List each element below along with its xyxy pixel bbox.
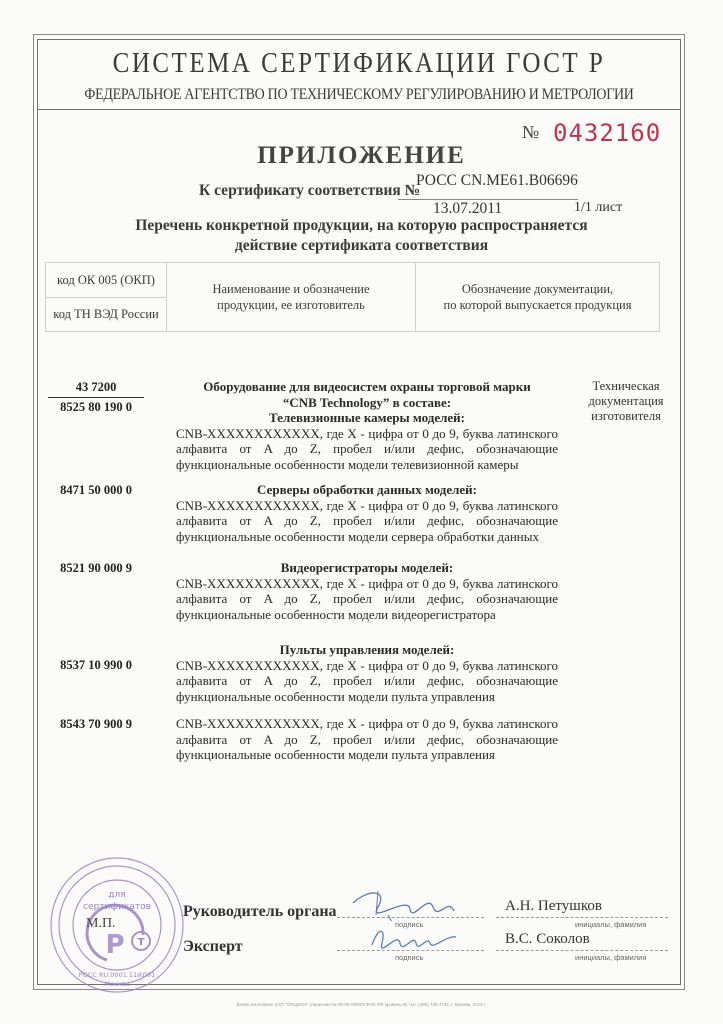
scope-line-2: действие сертификата соответствия (234, 237, 489, 254)
sheet-count: 1/1 лист (574, 200, 623, 215)
tnved-code: 8521 90 000 9 (60, 561, 132, 575)
scope-line-1: Перечень конкретной продукции, на которую распространяется (135, 217, 588, 234)
product-description (176, 560, 558, 622)
system-title: СИСТЕМА СЕРТИФИКАЦИИ ГОСТ Р (112, 47, 606, 79)
certificate-date: 13.07.2011 (433, 200, 503, 217)
certification-system-header (37, 39, 681, 110)
col-product-header-line-1: Наименование и обозначение (212, 282, 370, 296)
head-of-body-name: А.Н. Петушков (505, 898, 602, 914)
model-designation: CNB-XXXXXXXXXXXX, где X - цифра от 0 до 9, буква латинского алфавита от A до Z, пробел и/или дефис, обозначающие функциональные особенности модели пульта управления (176, 716, 558, 762)
product-description (176, 379, 558, 472)
expert-name-line (496, 950, 668, 951)
doc-line-2: документация (588, 394, 664, 408)
col-product-header-line-2: продукции, ее изготовитель (217, 298, 365, 312)
category-heading: Телевизионные камеры моделей: (269, 410, 465, 425)
form-number: 0432160 (553, 119, 662, 147)
product-description (176, 482, 558, 544)
model-designation: CNB-XXXXXXXXXXXX, где X - цифра от 0 до 9, буква латинского алфавита от A до Z, пробел и/или дефис, обозначающие функциональные особенности модели видеорегистратора (176, 575, 558, 622)
col-documentation-header (416, 263, 660, 332)
col-documentation-header-line-2: по которой выпускается продукция (443, 298, 632, 312)
category-heading: Пульты управления моделей: (279, 642, 455, 657)
product-description (176, 642, 558, 704)
head-name-line (496, 917, 668, 918)
product-group-heading: Оборудование для видеосистем охраны торговой марки (203, 379, 531, 394)
agency-name: ФЕДЕРАЛЬНОЕ АГЕНТСТВО ПО ТЕХНИЧЕСКОМУ РЕГУЛИРОВАНИЮ И МЕТРОЛОГИИ (84, 86, 634, 103)
expert-name: В.С. Соколов (505, 931, 590, 947)
stamp-code: РОСС RU.0001.11ИЛ01 (78, 971, 156, 979)
expert-signature-icon (368, 925, 458, 951)
form-printer-footer: Бланк изготовлен ЗАО "ОПЦИОН" (лицензия № 05-05-09/003 ФНС РФ уровень В) тел. (495) 726 4742, г. Москва, 2010 г. (236, 1002, 487, 1007)
product-description (176, 716, 558, 763)
certificate-label: К сертификату соответствия № (199, 182, 421, 199)
model-designation: CNB-XXXXXXXXXXXX, где X - цифра от 0 до 9, буква латинского алфавита от A до Z, пробел и/или дефис, обозначающие функциональные особенности модели пульта управления (176, 657, 558, 704)
okp-code: 43 7200 (48, 380, 144, 398)
stamp-text-line-2: сертификатов (83, 902, 151, 912)
trademark-heading: “CNB Technology” в составе: (282, 394, 452, 410)
scope-heading (0, 216, 723, 256)
certificate-number: РОСС CN.МЕ61.В06696 (416, 172, 578, 189)
name-caption: инициалы, фамилия (575, 920, 647, 929)
form-number-prefix: № (522, 122, 540, 142)
seal-placeholder-label: М.П. (86, 916, 116, 931)
expert-label: Эксперт (183, 938, 243, 955)
model-designation: CNB-XXXXXXXXXXXX, где X - цифра от 0 до 9, буква латинского алфавита от A до Z, пробел и/или дефис, обозначающие функциональные особенности модели сервера обработки данных (176, 497, 558, 544)
category-heading: Серверы обработки данных моделей: (257, 482, 477, 497)
head-signature-icon (348, 885, 458, 921)
stamp-city: Москва (104, 980, 130, 988)
product-code (48, 380, 144, 415)
col-documentation-header-line-1: Обозначение документации, (461, 282, 614, 296)
documentation-reference (578, 379, 674, 424)
svg-text:P: P (105, 930, 125, 960)
doc-line-3: изготовителя (591, 409, 661, 423)
tnved-code: 8543 70 900 9 (60, 717, 132, 731)
category-heading: Видеорегистраторы моделей: (280, 560, 454, 575)
stamp-text-line-1: для (108, 890, 126, 900)
tnved-code: 8471 50 000 0 (60, 483, 132, 497)
signature-caption: подпись (395, 920, 424, 929)
doc-line-1: Техническая (592, 379, 660, 393)
document-title: ПРИЛОЖЕНИЕ (257, 142, 466, 169)
signature-caption: подпись (395, 953, 424, 962)
certification-seal-stamp (47, 855, 187, 995)
name-caption: инициалы, фамилия (575, 953, 647, 962)
model-designation: CNB-XXXXXXXXXXXX, где X - цифра от 0 до 9, буква латинского алфавита от A до Z, пробел и/или дефис, обозначающие функциональные особенности модели телевизионной камеры (176, 425, 558, 472)
tnved-code: 8525 80 190 0 (60, 400, 132, 414)
head-of-body-label: Руководитель органа (183, 903, 337, 920)
svg-text:Т: Т (137, 937, 145, 948)
col-product-header (167, 263, 416, 332)
col-okp-code-header: код ОК 005 (ОКП) (46, 263, 167, 298)
tnved-code: 8537 10 990 0 (60, 658, 132, 672)
col-tnved-code-header: код ТН ВЭД России (46, 297, 167, 332)
column-header-table (45, 262, 660, 332)
